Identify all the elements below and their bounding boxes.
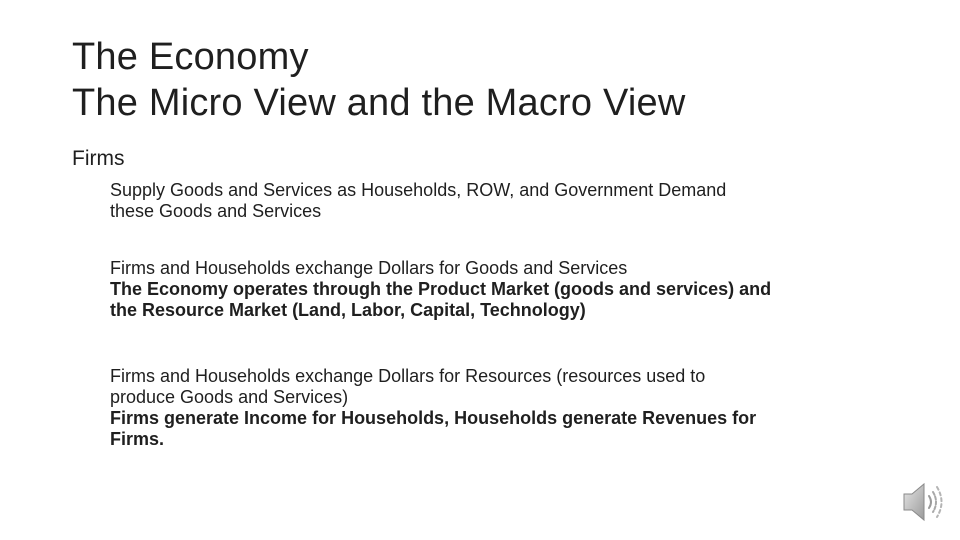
paragraph-line: produce Goods and Services) xyxy=(110,387,349,407)
paragraph-resource-market xyxy=(110,366,880,450)
paragraph-line: Firms and Households exchange Dollars for Goods and Services xyxy=(110,258,628,278)
paragraph-bold-line: Firms. xyxy=(110,429,165,449)
paragraph-product-market xyxy=(110,258,880,321)
paragraph-bold-line: The Economy operates through the Product Market (goods and services) and xyxy=(110,279,772,299)
paragraph-bold-line: Firms generate Income for Households, Households generate Revenues for xyxy=(110,408,757,428)
slide-title xyxy=(72,34,892,126)
speaker-icon-graphic xyxy=(898,476,950,528)
section-heading: Firms xyxy=(72,147,125,170)
paragraph-line: these Goods and Services xyxy=(110,201,322,221)
paragraph-line: Firms and Households exchange Dollars for Resources (resources used to xyxy=(110,366,706,386)
paragraph-bold-line: the Resource Market (Land, Labor, Capital, Technology) xyxy=(110,300,586,320)
paragraph-supply xyxy=(110,180,880,222)
title-line-2: The Micro View and the Macro View xyxy=(72,82,686,124)
paragraph-line: Supply Goods and Services as Households, ROW, and Government Demand xyxy=(110,180,727,200)
speaker-icon[interactable] xyxy=(898,476,950,528)
title-line-1: The Economy xyxy=(72,36,309,78)
